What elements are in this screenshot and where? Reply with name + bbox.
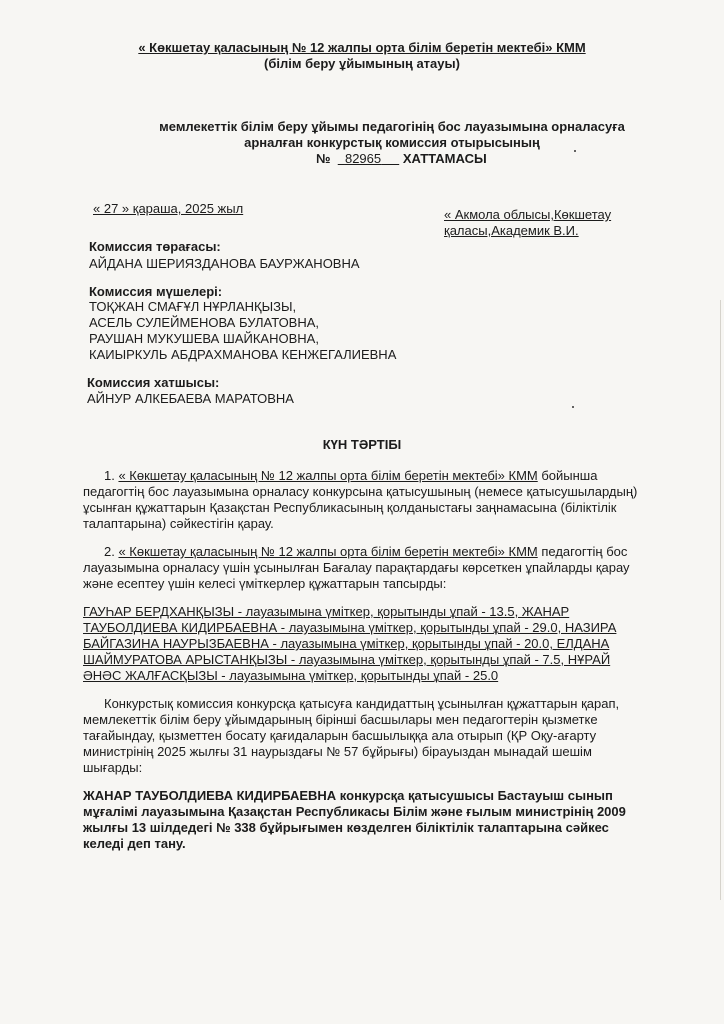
protocol-number-line [316,151,487,167]
location-line-2: қаласы,Академик В.И. [444,223,579,238]
number-label: № [316,151,331,166]
agenda-item-2-org: « Көкшетау қаласының № 12 жалпы орта білім беретін мектебі» КММ [118,544,538,559]
conclusion-line: мұғалімі лауазымына Қазақстан Республикасы Білім және ғылым министрінің 2009 [83,804,626,819]
secretary-label: Комиссия хатшысы: [87,375,220,390]
protocol-number: 82965 [344,151,382,166]
decision-line: тағайындау, қызметтен босату қағидаларын басшылыққа ала отырып (ҚР Оқу-ағарту [83,728,597,743]
secretary-name: АЙНУР АЛКЕБАЕВА МАРАТОВНА [87,391,294,406]
agenda-item-1-line: ұсынған құжаттарын Қазақстан Республикасының қолданыстағы заңнамасына (біліктілік [83,500,617,515]
agenda-item-1-line: педагогтің бос лауазымына орналасу конкурсына қатысушының (немесе қатысушылардың) [83,484,638,499]
agenda-item-2: 2. « Көкшетау қаласының № 12 жалпы орта білім беретін мектебі» КММ педагогтің бос [104,544,628,559]
member-item: РАУШАН МУКУШЕВА ШАЙКАНОВНА, [89,331,319,346]
conclusion-line: жылғы 13 шілдедегі № 338 бұйрығымен көзделген біліктілік талаптарына сәйкес [83,820,609,835]
title-line-1: мемлекеттік білім беру ұйымы педагогінің бос лауазымына орналасуға [159,119,625,134]
scan-speck [572,406,574,408]
member-item: ТОҚЖАН СМАҒҰЛ НҰРЛАНҚЫЗЫ, [89,299,297,314]
conclusion-line: келеді деп тану. [83,836,186,851]
member-item: КАИЫРКУЛЬ АБДРАХМАНОВА КЕНЖЕГАЛИЕВНА [89,347,397,362]
scan-edge [720,300,721,900]
agenda-item-2-line: лауазымына орналасу үшін ұсынылған Бағалау парақтардағы көрсеткен ұпайларды қарау [83,560,630,575]
member-item: АСЕЛЬ СУЛЕЙМЕНОВА БУЛАТОВНА, [89,315,320,330]
agenda-heading: КҮН ТӘРТІБІ [322,437,402,452]
org-header [0,40,724,56]
candidates-line: БАЙГАЗИНА НАУРЫЗБАЕВНА - лауазымына үміткер, қорытынды ұпай - 20.0, ЕЛДАНА [83,636,610,651]
location-line-1: « Акмола облысы,Көкшетау [444,207,612,222]
decision-line: министрінің 2025 жылғы 31 наурыздағы № 57 бұйрығы) бірауыздан мынадай шешім [83,744,592,759]
decision-line: мемлекеттік білім беру ұйымдарының бірінші басшылары мен педагогтерін қызметке [83,712,598,727]
agenda-item-1: 1. « Көкшетау қаласының № 12 жалпы орта білім беретін мектебі» КММ бойынша [104,468,598,483]
agenda-item-1-org: « Көкшетау қаласының № 12 жалпы орта білім беретін мектебі» КММ [118,468,538,483]
candidates-line: ӘНӘС ЖАЛҒАСҚЫЗЫ - лауазымына үміткер, қорытынды ұпай - 25.0 [83,668,499,683]
title-line-2: арналған конкурстық комиссия отырысының [244,135,540,150]
org-name: « Көкшетау қаласының № 12 жалпы орта білім беретін мектебі» КММ [138,40,586,55]
meeting-date: « 27 » қараша, 2025 жыл [93,201,244,216]
chair-name: АЙДАНА ШЕРИЯЗДАНОВА БАУРЖАНОВНА [89,256,360,271]
agenda-item-2-line: және есептеу үшін келесі үміткерлер құжаттарын тапсырды: [83,576,447,591]
decision-line: Конкурстық комиссия конкурсқа қатысуға кандидаттың ұсынылған құжаттарын қарап, [104,696,620,711]
doc-type: ХАТТАМАСЫ [402,151,487,166]
agenda-item-1-line: талаптарына) сәйкестігін қарау. [83,516,274,531]
decision-line: шығарды: [83,760,143,775]
org-caption: (білім беру ұйымының атауы) [264,56,460,71]
candidates-line: ГАУҺАР БЕРДХАНҚЫЗЫ - лауазымына үміткер, қорытынды ұпай - 13.5, ЖАНАР [83,604,570,619]
candidates-line: ШАЙМУРАТОВА АРЫСТАНҚЫЗЫ - лауазымына үміткер, қорытынды ұпай - 7.5, НҰРАЙ [83,652,611,667]
chair-label: Комиссия төрағасы: [89,239,221,254]
candidates-line: ТАУБОЛДИЕВА КИДИРБАЕВНА - лауазымына үміткер, қорытынды ұпай - 29.0, НАЗИРА [83,620,617,635]
members-label: Комиссия мүшелері: [89,284,223,299]
conclusion-line: ЖАНАР ТАУБОЛДИЕВА КИДИРБАЕВНА конкурсқа қатысушысы Бастауыш сынып [83,788,613,803]
